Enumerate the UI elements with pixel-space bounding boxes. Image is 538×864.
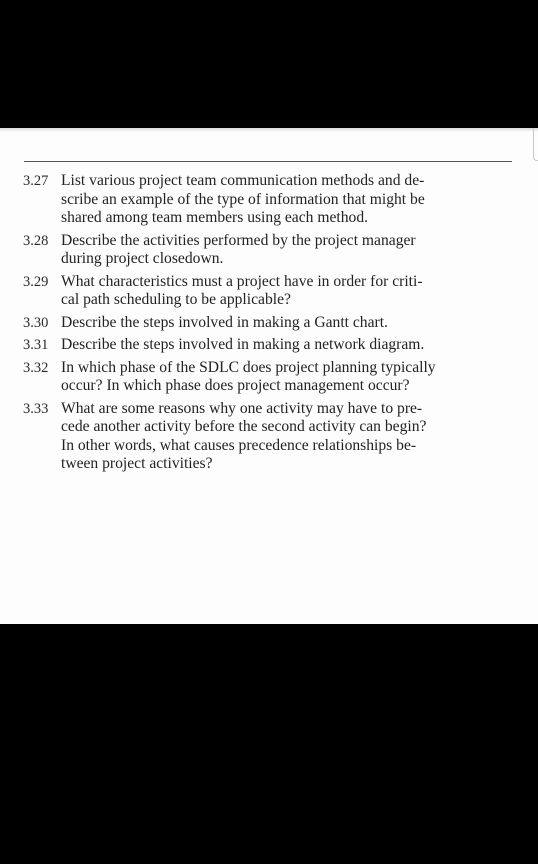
bottom-black-bar [0, 624, 538, 864]
question-text: What are some reasons why one activity may have to pre- cede another activity before the second activity can begin? In other words, what causes precedence relationships be- tween project activities? [61, 399, 427, 472]
page-top-shadow [0, 128, 538, 132]
question-text: What characteristics must a project have in order for criti- cal path scheduling to be applicable? [61, 272, 423, 308]
question-text: In which phase of the SDLC does project planning typically occur? In which phase does project management occur? [61, 358, 436, 394]
question-number: 3.30 [23, 314, 49, 331]
document-page [0, 128, 538, 624]
question-item [23, 232, 515, 269]
question-number: 3.33 [23, 400, 49, 417]
question-number: 3.28 [23, 232, 49, 249]
top-black-bar [0, 0, 538, 128]
question-number: 3.31 [23, 337, 49, 353]
question-text: Describe the activities performed by the project manager during project closedown. [61, 231, 416, 267]
section-divider [24, 161, 512, 162]
question-item [23, 172, 515, 228]
question-number: 3.32 [23, 359, 49, 376]
question-text: Describe the steps involved in making a Gantt chart. [61, 313, 388, 331]
review-questions-list [23, 172, 515, 478]
question-item [23, 273, 515, 310]
question-text: Describe the steps involved in making a network diagram. [61, 336, 425, 353]
question-text: List various project team communication methods and de- scribe an example of the type of information that might be shared among team members using each method. [61, 172, 425, 226]
question-number: 3.29 [23, 273, 49, 290]
question-item [23, 400, 515, 474]
question-item [23, 359, 515, 396]
question-number: 3.27 [23, 173, 49, 189]
question-item [23, 336, 515, 355]
question-item [23, 314, 515, 333]
page-corner-edge [533, 128, 538, 161]
